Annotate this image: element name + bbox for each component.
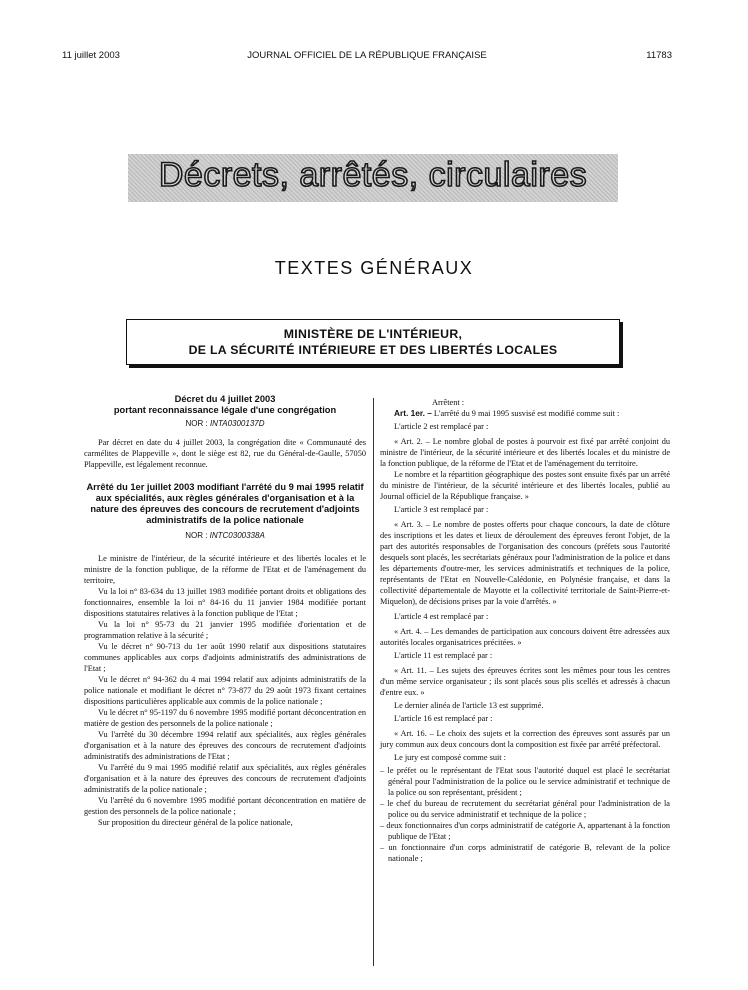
arrete-paragraph: Sur proposition du directeur général de la police nationale, — [98, 818, 293, 827]
article-4-replaced: L'article 4 est remplacé par : — [394, 612, 489, 621]
arrete-paragraph: Vu l'arrêté du 9 mai 1995 modifié relatif aux spécialités, aux règles générales d'organisation et à la nature des épreuves des concours de recrutement d'adjoints administratifs de la police nationale ; — [84, 763, 366, 794]
article-16-quote: « Art. 16. – Le choix des sujets et la correction des épreuves sont assurés par un jury commun aux deux concours dont la composition est fixée par arrêté préfectoral. — [380, 729, 670, 749]
article-2-replaced: L'article 2 est remplacé par : — [394, 422, 489, 431]
article-11-quote: « Art. 11. – Les sujets des épreuves écrites sont les mêmes pour tous les centres d'un même service organisateur ; ils sont placés sous plis scellés et adressés à chacun d'entre eux. » — [380, 666, 670, 697]
jury-intro: Le jury est composé comme suit : — [394, 753, 506, 762]
ministry-line-1: MINISTÈRE DE L'INTÉRIEUR, — [283, 327, 463, 341]
article-1-text: L'arrêté du 9 mai 1995 susvisé est modifié comme suit : — [431, 409, 620, 418]
ministry-box — [126, 319, 620, 365]
arrete-paragraph: Vu le décret n° 95-1197 du 6 novembre 1995 modifié portant déconcentration en matière de gestion des personnels de la police nationale ; — [84, 708, 366, 728]
article-2-quote: « Art. 2. – Le nombre global de postes à pourvoir est fixé par arrêté conjoint du ministre de l'intérieur, de la sécurité intérieure et des libertés locales et du ministre de la fonction publique, de la réforme de l'Etat et de l'aménagement du territoire. — [380, 437, 670, 468]
article-3-replaced: L'article 3 est remplacé par : — [394, 505, 489, 514]
right-column — [380, 397, 670, 864]
ministry-line-2: DE LA SÉCURITÉ INTÉRIEURE ET DES LIBERTÉS LOCALES — [188, 343, 558, 357]
arrete-paragraph: Vu l'arrêté du 6 novembre 1995 modifié portant déconcentration en matière de gestion des personnels de la police nationale ; — [84, 796, 366, 816]
article-13-removed: Le dernier alinéa de l'article 13 est supprimé. — [394, 701, 544, 710]
article-16-replaced: L'article 16 est remplacé par : — [394, 714, 493, 723]
column-divider — [373, 398, 374, 966]
arretent: Arrêtent : — [432, 398, 465, 407]
arrete-paragraph: Le ministre de l'intérieur, de la sécurité intérieure et des libertés locales et le ministre de la fonction publique, de la réforme de l'Etat et de l'aménagement du territoire, — [84, 554, 366, 585]
arrete-paragraph: Vu le décret n° 94-362 du 4 mai 1994 relatif aux adjoints administratifs de la police nationale et modifiant le décret n° 73-877 du 29 août 1973 fixant certaines dispositions particulières applicable aux commis de la police nationale ; — [84, 675, 366, 706]
rubric-banner — [128, 154, 618, 202]
jury-item: – le préfet ou le représentant de l'Etat sous l'autorité duquel est placé le secrétariat général pour l'administration de la police ou le service administratif et technique de la police ou son représentant, président ; — [380, 766, 670, 797]
nor-label: NOR : — [185, 419, 210, 428]
decret-title-line-1: Décret du 4 juillet 2003 — [174, 394, 276, 404]
article-2-quote-continued: Le nombre et la répartition géographique des postes sont ensuite fixés par un arrêté du ministre de l'intérieur, de la sécurité intérieure et des libertés locales, publié au Journal officiel de la République française. » — [380, 470, 670, 501]
article-1-heading: Art. 1er. – — [394, 408, 432, 418]
arrete-paragraph: Vu la loi n° 95-73 du 21 janvier 1995 modifiée d'orientation et de programmation relative à la sécurité ; — [84, 620, 366, 640]
nor-code: INTC0300338A — [209, 531, 265, 540]
jury-item: – un fonctionnaire d'un corps administratif de catégorie B, relevant de la police nationale ; — [380, 843, 670, 863]
decret-title-line-2: portant reconnaissance légale d'une congrégation — [113, 405, 337, 415]
article-1 — [380, 408, 670, 419]
arrete-title: Arrêté du 1er juillet 2003 modifiant l'arrêté du 9 mai 1995 relatif aux spécialités, aux règles générales d'organisation et à la nature des épreuves des concours de recrutement d'adjoints administratifs de la police nationale — [86, 482, 364, 525]
article-4-quote: « Art. 4. – Les demandes de participation aux concours doivent être adressées aux autorités locales organisatrices précitées. » — [380, 627, 670, 647]
decret-body: Par décret en date du 4 juillet 2003, la congrégation dite « Communauté des carmélites de Plappeville », dont le siège est 82, rue du Général-de-Gaulle, 57050 Plappeville, est légalement reconnue. — [84, 438, 366, 469]
arrete-paragraph: Vu l'arrêté du 30 décembre 1994 relatif aux spécialités, aux règles générales d'organisation et à la nature des épreuves des concours de recrutement d'adjoints administratifs des administrations de l'Etat ; — [84, 730, 366, 761]
jury-item: – le chef du bureau de recrutement du secrétariat général pour l'administration de la police ou du service administratif et technique de la police ; — [380, 799, 670, 819]
rubric-title: Décrets, arrêtés, circulaires — [158, 156, 588, 194]
decret-title — [84, 394, 366, 416]
jury-item: – deux fonctionnaires d'un corps administratif de catégorie A, appartenant à la fonction publique de l'Etat ; — [380, 821, 670, 841]
arrete-paragraph: Vu le décret n° 90-713 du 1er août 1990 relatif aux dispositions statutaires communes applicables aux corps d'adjoints administratifs des administrations de l'Etat ; — [84, 642, 366, 673]
running-head — [62, 50, 672, 64]
header-journal-title: JOURNAL OFFICIEL DE LA RÉPUBLIQUE FRANÇAISE — [247, 50, 487, 61]
arrete-paragraph: Vu la loi n° 83-634 du 13 juillet 1983 modifiée portant droits et obligations des fonctionnaires, ensemble la loi n° 84-16 du 11 janvier 1984 modifiée portant dispositions statutaires relatives à la fonction publique de l'Etat ; — [84, 587, 366, 618]
nor-label: NOR : — [185, 531, 210, 540]
header-page-number: 11783 — [646, 50, 672, 61]
decret-nor — [84, 418, 366, 429]
article-3-quote: « Art. 3. – Le nombre de postes offerts pour chaque concours, la date de clôture des inscriptions et les dates et lieux de déroulement des épreuves feront l'objet, de la part des autorités responsables de l'organisation des concours (préfets sous l'autorité desquels sont placés, les secrétariats généraux pour l'administration de la police et dans les départements d'outre-mer, les services administratifs et techniques de la police, représentants de l'Etat en Nouvelle-Calédonie, en Polynésie française, et dans la collectivité départementale de Mayotte et la collectivité territoriale de Saint-Pierre-et-Miquelon), de décisions prises par la voie d'arrêtés. » — [380, 520, 670, 606]
left-column — [84, 394, 366, 828]
nor-code: INTA0300137D — [209, 419, 265, 428]
article-11-replaced: L'article 11 est remplacé par : — [394, 651, 493, 660]
arrete-nor — [84, 530, 366, 541]
section-title: TEXTES GÉNÉRAUX — [274, 258, 474, 278]
header-date: 11 juillet 2003 — [62, 50, 120, 61]
